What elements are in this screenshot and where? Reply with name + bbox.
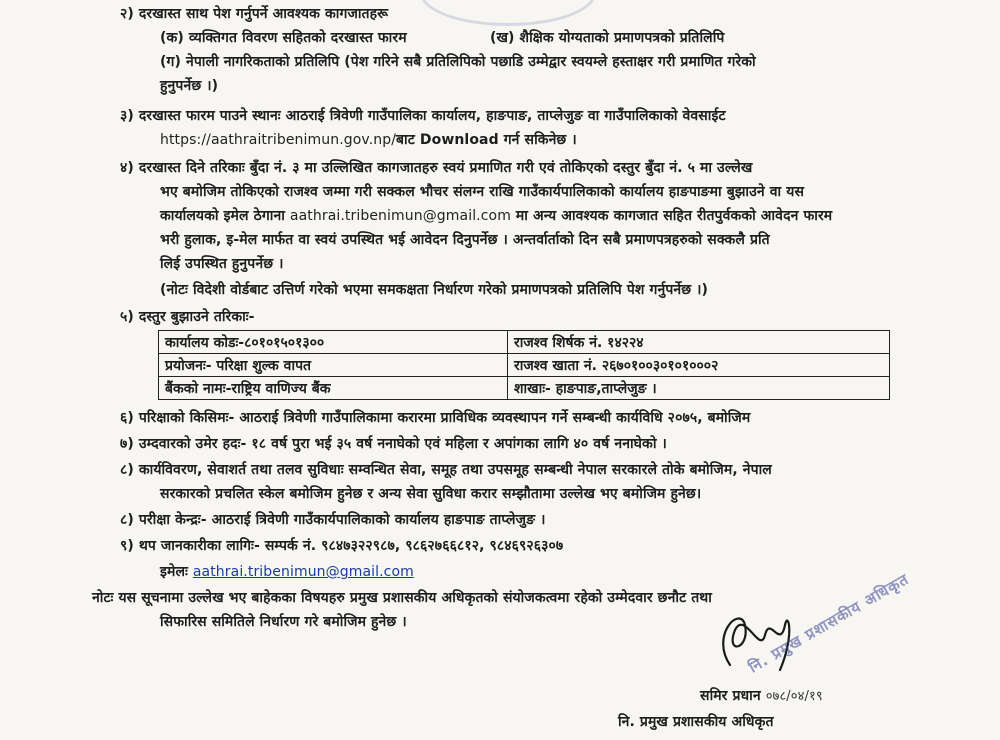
- item-4-line2: भए बमोजिम तोकिएको राजश्व जम्मा गरी सक्कल भौचर संलग्न राखि गाउँकार्यपालिकाको कार्यालय हाङपाङमा बुझाउने वा यस: [160, 184, 805, 200]
- item-4-email-label: कार्यालयको इमेल ठेगाना: [160, 208, 285, 224]
- item-2-ka: (क) व्यक्तिगत विवरण सहितको दरखास्त फारम: [160, 30, 407, 46]
- item-2-ga-line1: (ग) नेपाली नागरिकताको प्रतिलिपि (पेश गरिने सबै प्रतिलिपिको पछाडि उम्मेद्वार स्वयम्ले हस्ताक्षर गरी प्रमाणित गरेको: [160, 54, 756, 70]
- item-6: ६) परिक्षाको किसिमः- आठराई त्रिवेणी गाउँपालिकामा करारमा प्राविधिक व्यवस्थापन गर्ने सम्बन्धी कार्यविधि २०७५, बमोजिम: [120, 410, 751, 426]
- item-2-kha: (ख) शैक्षिक योग्यताको प्रमाणपत्रको प्रतिलिपि: [490, 30, 725, 46]
- item-3-line1: ३) दरखास्त फारम पाउने स्थानः आठराई त्रिवेणी गाउँपालिका कार्यालय, हाङपाङ, ताप्लेजुङ वा गाउँपालिकाको वेवसाईट: [120, 108, 726, 124]
- item-4-line3-rest: मा अन्य आवश्यक कागजात सहित रीतपुर्वकको आवेदन फारम: [515, 208, 833, 224]
- item-4-line4: भरी हुलाक, इ-मेल मार्फत वा स्वयं उपस्थित भई आवेदन दिनुपर्नेछ । अन्तर्वार्ताको दिन सबै प्रमाणपत्रहरुको सक्कलै प्रति: [160, 232, 770, 248]
- item-4-note: (नोटः विदेशी वोर्डबाट उत्तिर्ण गरेको भएमा समकक्षता निर्धारण गरेको प्रमाणपत्रको प्रतिलिपि पेश गर्नुपर्नेछ ।): [160, 282, 709, 298]
- item-4-line5: लिई उपस्थित हुनुपर्नेछ ।: [160, 256, 284, 272]
- signer-title: नि. प्रमुख प्रशासकीय अधिकृत: [618, 714, 774, 730]
- item-4-line3: [160, 206, 832, 225]
- signer-name-text: समिर प्रधान: [700, 688, 761, 704]
- table-row: [159, 354, 890, 377]
- official-seal-text: नि. प्रमुख प्रशासकीय अधिकृत: [745, 569, 912, 677]
- item-2-heading: २) दरखास्त साथ पेश गर्नुपर्ने आवश्यक कागजातहरू: [120, 6, 389, 22]
- table-row: [159, 377, 890, 400]
- note-line2: सिफारिस समितिले निर्धारण गरे बमोजिम हुनेछ ।: [160, 614, 407, 630]
- office-code-cell: कार्यालय कोडः-८०१०१५०१३००: [159, 331, 508, 354]
- item-9-email-row: [160, 562, 414, 581]
- fee-table: [158, 330, 890, 400]
- office-email[interactable]: aathrai.tribenimun@gmail.com: [289, 208, 511, 224]
- website-link[interactable]: https://aathraitribenimun.gov.np/: [160, 132, 397, 148]
- revenue-account-cell: राजश्व खाता नं. २६७०१००३०१०१०००२: [508, 354, 890, 377]
- signature-date: ०७८/०४/१९: [765, 689, 823, 704]
- purpose-cell: प्रयोजनः- परिक्षा शुल्क वापत: [159, 354, 508, 377]
- item-2-ga-line2: हुनुपर्नेछ ।): [160, 78, 219, 94]
- signer-name: [700, 686, 823, 705]
- item-9: ९) थप जानकारीका लागिः- सम्पर्क नं. ९८४७३२२९८७, ९८६२७६६८१२, ९८४६९२६३०७: [120, 538, 564, 554]
- item-4-line1: ४) दरखास्त दिने तरिकाः बुँदा नं. ३ मा उल्लिखित कागजातहरु स्वयं प्रमाणित गरी एवं तोकिएको दस्तुर बुँदा नं. ५ मा उल्लेख: [120, 160, 753, 176]
- table-row: [159, 331, 890, 354]
- item-5-heading: ५) दस्तुर बुझाउने तरिकाः-: [120, 309, 255, 325]
- item-8-line2: सरकारको प्रचलित स्केल बमोजिम हुनेछ र अन्य सेवा सुविधा करार सम्झौतामा उल्लेख भए बमोजिम हुनेछ।: [160, 486, 702, 502]
- item-3-line2: [160, 130, 577, 149]
- stamp-mark: [420, 0, 596, 26]
- revenue-head-cell: राजश्व शिर्षक नं. १४२२४: [508, 331, 890, 354]
- download-text: बाट Download गर्न सकिनेछ ।: [396, 132, 577, 148]
- bank-name-cell: बैंककाे नामः-राष्ट्रिय वाणिज्य बैंक: [159, 377, 508, 400]
- item-7: ७) उम्दवारको उमेर हदः- १८ वर्ष पुरा भई ३५ वर्ष ननाघेको एवं महिला र अपांगका लागि ४० वर्ष ननाघेको ।: [120, 436, 667, 452]
- item-8b: ८) परीक्षा केन्द्रः- आठराई त्रिवेणी गाउँकार्यपालिकाको कार्यालय हाङपाङ ताप्लेजुङ ।: [120, 512, 546, 528]
- contact-email-link[interactable]: aathrai.tribenimun@gmail.com: [192, 564, 414, 580]
- email-label: इमेलः: [160, 564, 188, 580]
- branch-cell: शाखाः- हाङपाङ,ताप्लेजुङ ।: [508, 377, 890, 400]
- note-line1: नोटः यस सूचनामा उल्लेख भए बाहेकका विषयहरु प्रमुख प्रशासकीय अधिकृतको संयोजकत्वमा रहेको उम्मेदवार छनौट तथा: [92, 590, 712, 606]
- item-8-line1: ८) कार्यविवरण, सेवाशर्त तथा तलव सुविधाः सम्वन्धित सेवा, समूह तथा उपसमूह सम्बन्धी नेपाल सरकारले तोके बमोजिम, नेपाल: [120, 462, 772, 478]
